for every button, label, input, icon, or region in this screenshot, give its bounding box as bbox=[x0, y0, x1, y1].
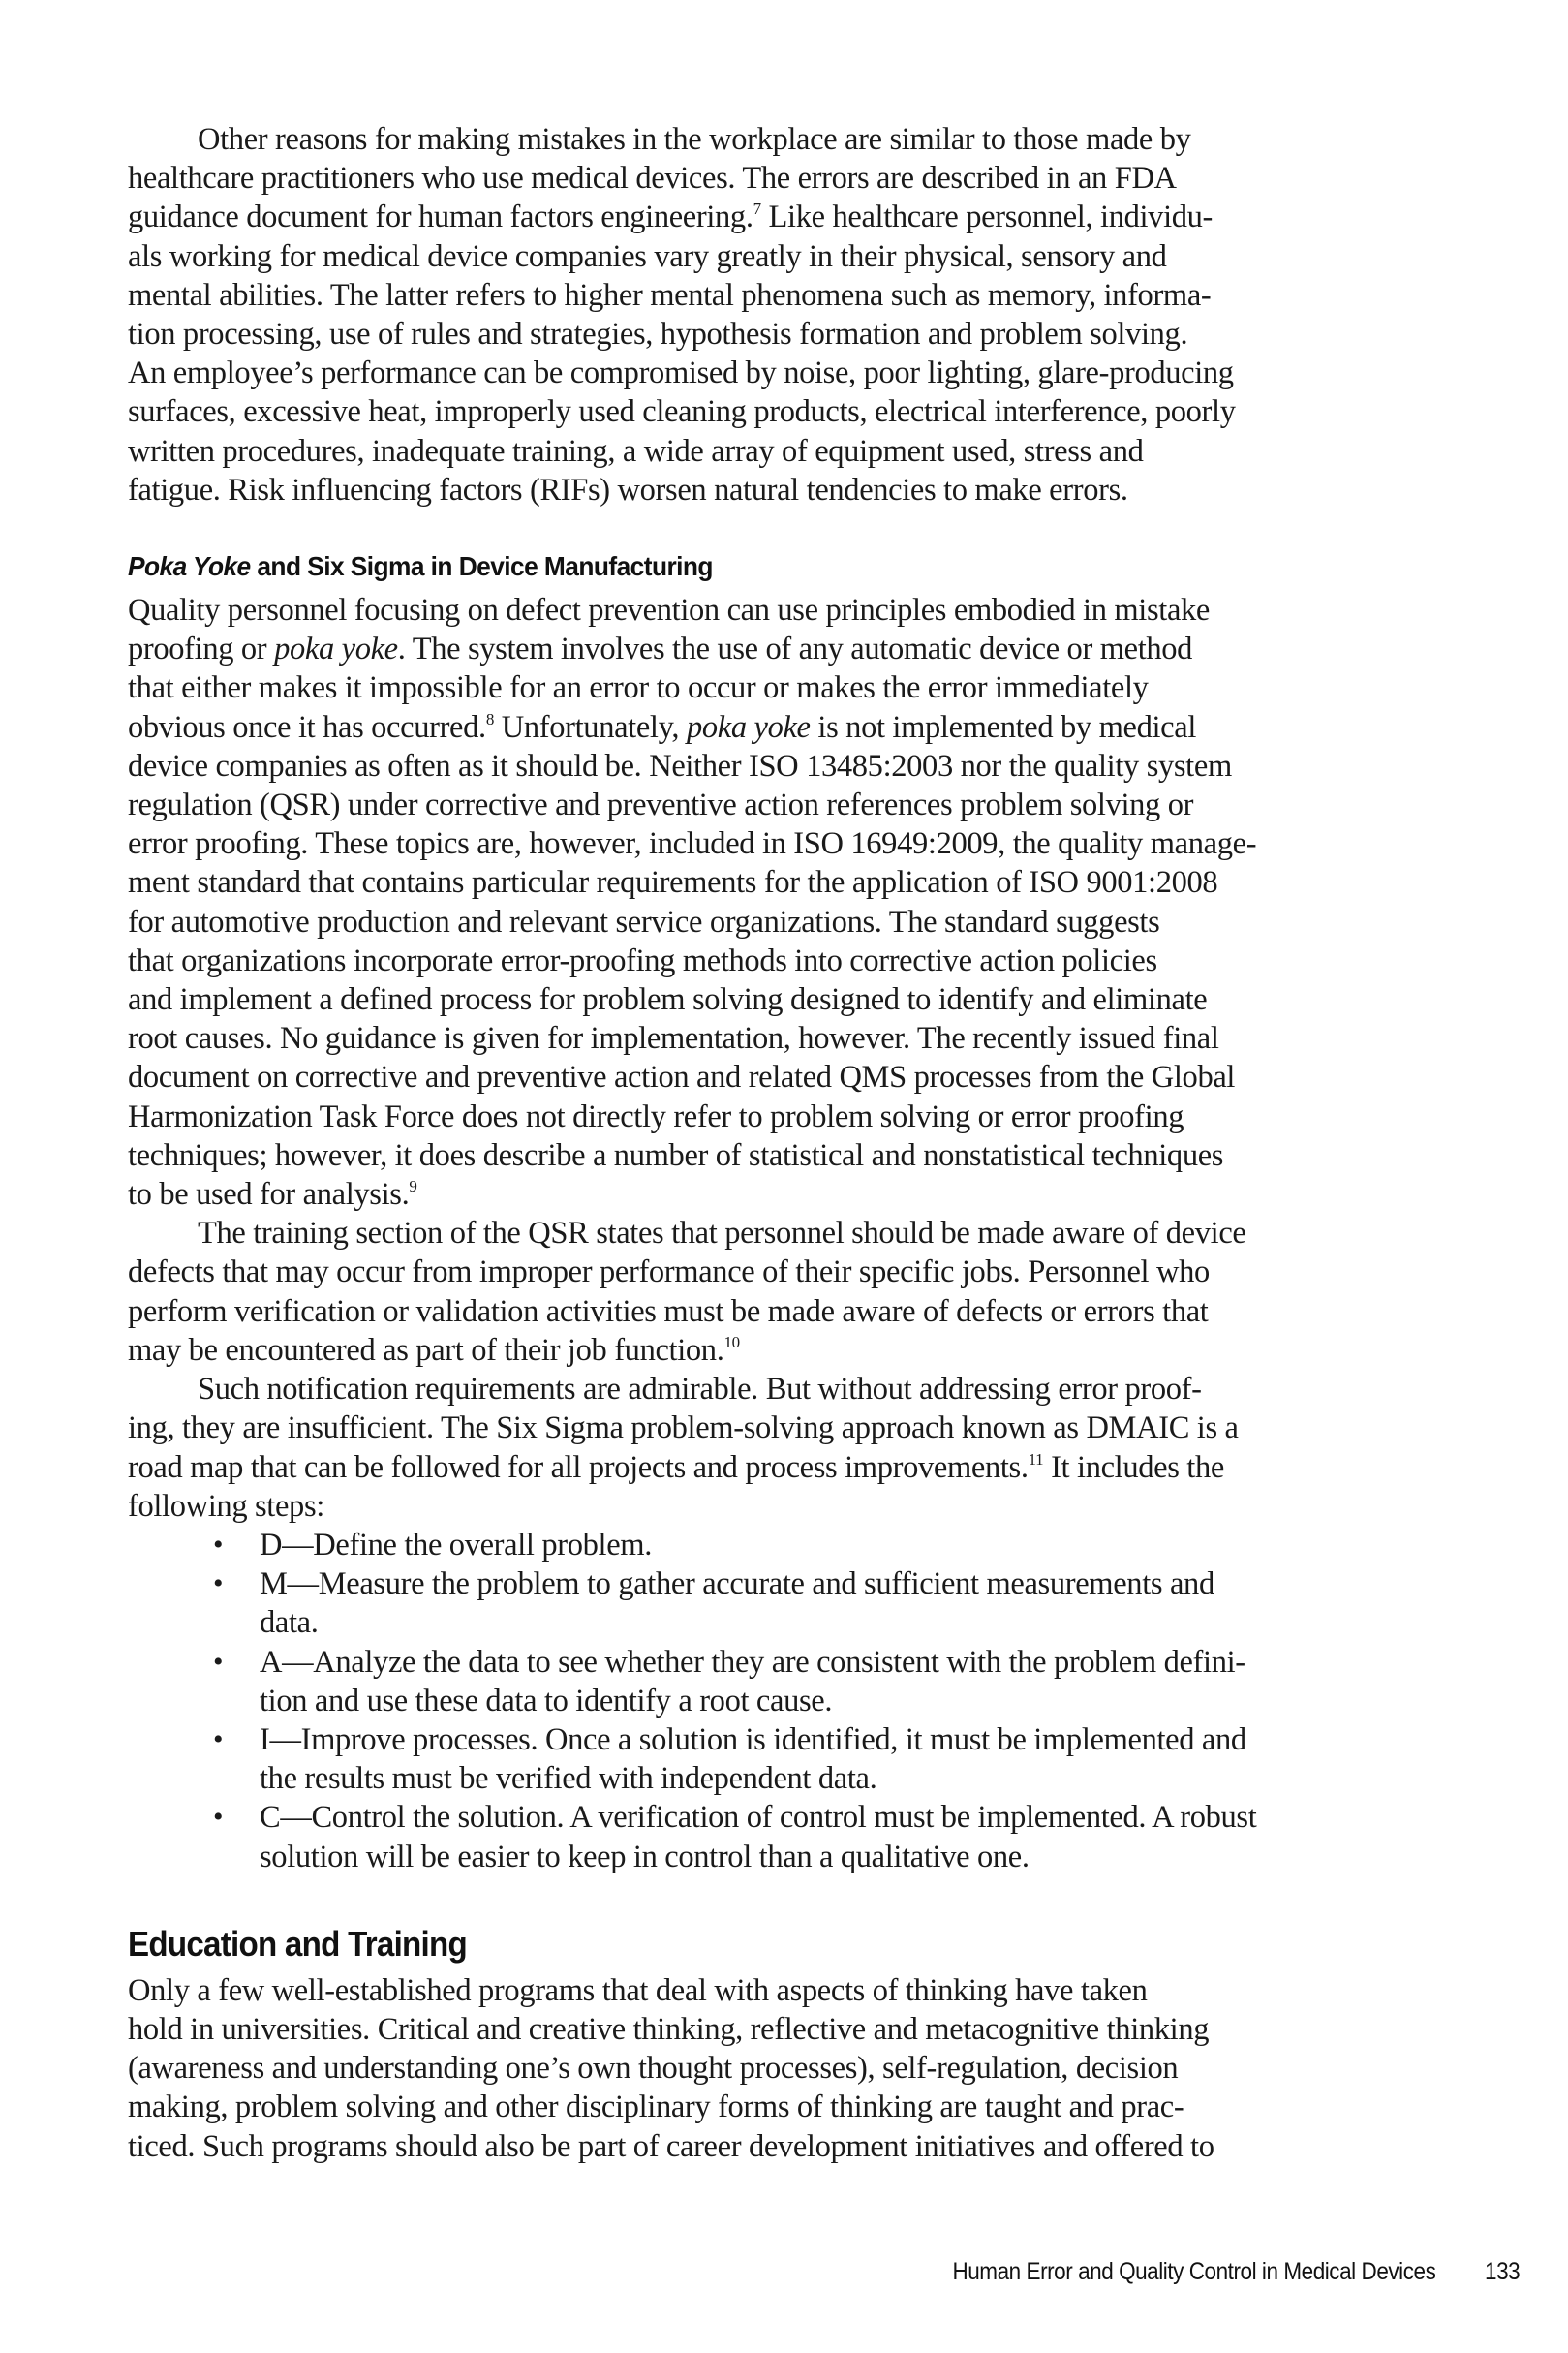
text-fragment: Unfortunately, bbox=[493, 709, 687, 745]
bullet-icon: • bbox=[213, 1801, 224, 1834]
subheading-poka-yoke bbox=[128, 550, 1366, 583]
paragraph-human-factors bbox=[128, 120, 1445, 510]
footnote-ref: 10 bbox=[723, 1332, 740, 1351]
text-line: document on corrective and preventive action and related QMS processes from the Global bbox=[128, 1060, 1236, 1096]
text-line: Such notification requirements are admirable. But without addressing error proof- bbox=[198, 1372, 1202, 1408]
text-line: fatigue. Risk influencing factors (RIFs) worsen natural tendencies to make errors. bbox=[128, 472, 1128, 508]
list-item-define bbox=[128, 1526, 1445, 1564]
text-line: solution will be easier to keep in control than a qualitative one. bbox=[260, 1839, 1030, 1874]
paragraph-mistake-proofing bbox=[128, 591, 1445, 1214]
page-number: 133 bbox=[1484, 2258, 1520, 2285]
text-fragment: It includes the bbox=[1043, 1449, 1224, 1485]
text-line: that organizations incorporate error-proofing methods into corrective action policies bbox=[128, 943, 1157, 978]
text-line: als working for medical device companies vary greatly in their physical, sensory and bbox=[128, 238, 1167, 274]
footnote-ref: 11 bbox=[1028, 1449, 1044, 1469]
text-line: Harmonization Task Force does not directly refer to problem solving or error proofing bbox=[128, 1099, 1184, 1134]
list-item-analyze bbox=[128, 1643, 1445, 1720]
text-line: making, problem solving and other disciplinary forms of thinking are taught and prac- bbox=[128, 2090, 1184, 2125]
text-line bbox=[128, 198, 1445, 236]
text-line: Quality personnel focusing on defect prevention can use principles embodied in mistake bbox=[128, 593, 1211, 629]
text-line: perform verification or validation activities must be made aware of defects or errors that bbox=[128, 1293, 1209, 1329]
text-line: tion processing, use of rules and strategies, hypothesis formation and problem solving. bbox=[128, 317, 1188, 353]
bullet-icon: • bbox=[213, 1645, 224, 1678]
text-line bbox=[128, 630, 1445, 668]
text-fragment: Like healthcare personnel, individu- bbox=[768, 200, 1214, 235]
text-line: surfaces, excessive heat, improperly used cleaning products, electrical interference, poorly bbox=[128, 394, 1236, 430]
text-line: Other reasons for making mistakes in the workplace are similar to those made by bbox=[198, 122, 1191, 157]
italic-term: poka yoke bbox=[686, 709, 811, 745]
text-line bbox=[128, 1331, 1445, 1370]
text-line: ticed. Such programs should also be part of career development initiatives and offered to bbox=[128, 2128, 1214, 2164]
text-line bbox=[128, 1448, 1445, 1487]
text-line: hold in universities. Critical and creative thinking, reflective and metacognitive thinking bbox=[128, 2011, 1210, 2047]
text-line: written procedures, inadequate training, a wide array of equipment used, stress and bbox=[128, 433, 1144, 469]
italic-term: poka yoke bbox=[274, 632, 398, 667]
text-line: I—Improve processes. Once a solution is identified, it must be implemented and bbox=[260, 1721, 1246, 1757]
list-item-measure bbox=[128, 1564, 1445, 1642]
paragraph-education bbox=[128, 1971, 1445, 2166]
text-fragment: . The system involves the use of any automatic device or method bbox=[397, 632, 1193, 667]
bullet-icon: • bbox=[213, 1528, 224, 1561]
page-body bbox=[128, 120, 1445, 2166]
text-line: (awareness and understanding one’s own thought processes), self-regulation, decision bbox=[128, 2051, 1179, 2087]
text-line: following steps: bbox=[128, 1488, 324, 1524]
text-fragment: road map that can be followed for all projects and process improvements. bbox=[128, 1449, 1029, 1485]
bullet-icon: • bbox=[213, 1567, 224, 1600]
list-item-control bbox=[128, 1798, 1445, 1875]
text-line: M—Measure the problem to gather accurate and sufficient measurements and bbox=[260, 1566, 1214, 1602]
subheading-italic: Poka Yoke bbox=[128, 551, 251, 582]
text-fragment: may be encountered as part of their job function. bbox=[128, 1332, 724, 1368]
footnote-ref: 8 bbox=[485, 709, 494, 728]
text-fragment: obvious once it has occurred. bbox=[128, 709, 486, 745]
text-line: that either makes it impossible for an error to occur or makes the error immediately bbox=[128, 670, 1149, 706]
text-line: Only a few well-established programs that deal with aspects of thinking have taken bbox=[128, 1972, 1148, 2008]
paragraph-qsr-training bbox=[128, 1214, 1445, 1370]
text-line: and implement a defined process for problem solving designed to identify and eliminate bbox=[128, 982, 1208, 1018]
page-footer bbox=[0, 2257, 1520, 2286]
text-line: regulation (QSR) under corrective and preventive action references problem solving or bbox=[128, 788, 1194, 823]
dmaic-step-list bbox=[128, 1526, 1445, 1876]
text-line: C—Control the solution. A verification of control must be implemented. A robust bbox=[260, 1800, 1257, 1836]
text-line: techniques; however, it does describe a number of statistical and nonstatistical techniques bbox=[128, 1137, 1224, 1173]
text-line: root causes. No guidance is given for implementation, however. The recently issued final bbox=[128, 1021, 1219, 1057]
text-line: the results must be verified with independent data. bbox=[260, 1761, 877, 1797]
bullet-icon: • bbox=[213, 1722, 224, 1755]
text-line: tion and use these data to identify a root cause. bbox=[260, 1683, 833, 1718]
text-fragment: guidance document for human factors engineering. bbox=[128, 200, 753, 235]
paragraph-dmaic-intro bbox=[128, 1370, 1445, 1526]
text-fragment: to be used for analysis. bbox=[128, 1177, 410, 1213]
text-line: healthcare practitioners who use medical devices. The errors are described in an FDA bbox=[128, 161, 1177, 197]
text-line: ing, they are insufficient. The Six Sigma problem-solving approach known as DMAIC is a bbox=[128, 1410, 1239, 1446]
text-line: A—Analyze the data to see whether they are consistent with the problem defini- bbox=[260, 1644, 1245, 1680]
text-line bbox=[128, 1175, 1445, 1214]
text-fragment: is not implemented by medical bbox=[810, 709, 1197, 745]
text-line bbox=[128, 708, 1445, 747]
text-line: defects that may occur from improper performance of their specific jobs. Personnel who bbox=[128, 1254, 1210, 1290]
text-line: An employee’s performance can be compromised by noise, poor lighting, glare-producing bbox=[128, 356, 1234, 391]
footnote-ref: 7 bbox=[753, 200, 761, 219]
text-line: data. bbox=[260, 1605, 319, 1641]
text-line: device companies as often as it should be. Neither ISO 13485:2003 nor the quality system bbox=[128, 748, 1232, 784]
text-fragment: proofing or bbox=[128, 632, 275, 667]
section-heading-education: Education and Training bbox=[128, 1923, 467, 1964]
text-line: D—Define the overall problem. bbox=[260, 1527, 652, 1563]
subheading-rest: and Six Sigma in Device Manufacturing bbox=[250, 551, 713, 582]
footnote-ref: 9 bbox=[409, 1177, 417, 1196]
text-line: The training section of the QSR states that personnel should be made aware of device bbox=[198, 1216, 1246, 1252]
text-line: for automotive production and relevant service organizations. The standard suggests bbox=[128, 904, 1160, 940]
text-line: error proofing. These topics are, however, included in ISO 16949:2009, the quality manage- bbox=[128, 826, 1257, 862]
list-item-improve bbox=[128, 1720, 1445, 1798]
running-title: Human Error and Quality Control in Medical Devices bbox=[952, 2258, 1436, 2285]
text-line: mental abilities. The latter refers to higher mental phenomena such as memory, informa- bbox=[128, 277, 1212, 313]
text-line: ment standard that contains particular requirements for the application of ISO 9001:2008 bbox=[128, 865, 1218, 901]
